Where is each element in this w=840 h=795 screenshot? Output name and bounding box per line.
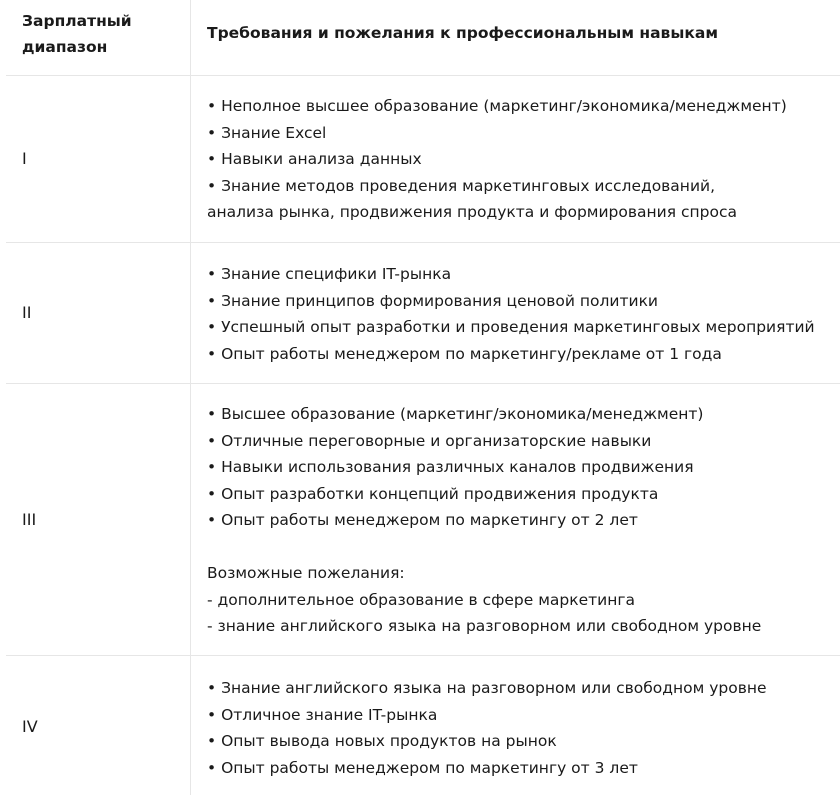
row-divider	[6, 75, 840, 76]
list-item: • Опыт работы менеджером по маркетингу/рекламе от 1 года	[207, 344, 722, 363]
list-item: • Отличное знание IT-рынка	[207, 705, 438, 724]
wish-item: - знание английского языка на разговорном или свободном уровне	[207, 617, 762, 635]
row-divider	[6, 242, 840, 243]
list-item: • Высшее образование (маркетинг/экономика/менеджмент)	[207, 405, 704, 423]
header-salary-range: Зарплатный диапазон	[22, 12, 132, 56]
list-item: • Знание принципов формирования ценовой политики	[207, 291, 659, 310]
requirements-cell	[207, 675, 833, 781]
range-label: II	[22, 303, 32, 322]
list-item: • Знание специфики IT-рынка	[207, 265, 452, 283]
column-divider	[190, 0, 191, 795]
list-item: • Знание Excel	[207, 123, 327, 142]
list-item: • Опыт работы менеджером по маркетингу от 2 лет	[207, 511, 638, 529]
list-item: • Знание методов проведения маркетинговых исследований, анализа рынка, продвижения продукта и формирования спроса	[207, 176, 737, 221]
range-label: III	[22, 510, 37, 529]
spacer	[207, 534, 833, 561]
list-item: • Знание английского языка на разговорном или свободном уровне	[207, 679, 767, 697]
list-item: • Навыки использования различных каналов продвижения	[207, 458, 694, 476]
wishes-title: Возможные пожелания:	[207, 564, 405, 582]
list-item: • Навыки анализа данных	[207, 150, 422, 168]
list-item: • Отличные переговорные и организаторские навыки	[207, 431, 652, 450]
requirements-cell	[207, 93, 833, 226]
row-divider	[6, 655, 840, 656]
list-item: • Опыт вывода новых продуктов на рынок	[207, 732, 557, 750]
range-label: IV	[22, 717, 38, 736]
header-requirements: Требования и пожелания к профессиональным навыкам	[207, 24, 719, 42]
requirements-cell	[207, 261, 833, 367]
row-divider	[6, 383, 840, 384]
list-item: • Успешный опыт разработки и проведения маркетинговых мероприятий	[207, 318, 815, 336]
range-label: I	[22, 149, 27, 168]
list-item: • Опыт работы менеджером по маркетингу от 3 лет	[207, 758, 638, 777]
wish-item: - дополнительное образование в сфере маркетинга	[207, 590, 636, 609]
list-item: • Неполное высшее образование (маркетинг/экономика/менеджмент)	[207, 97, 787, 115]
list-item: • Опыт разработки концепций продвижения продукта	[207, 484, 659, 503]
requirements-cell	[207, 401, 833, 640]
